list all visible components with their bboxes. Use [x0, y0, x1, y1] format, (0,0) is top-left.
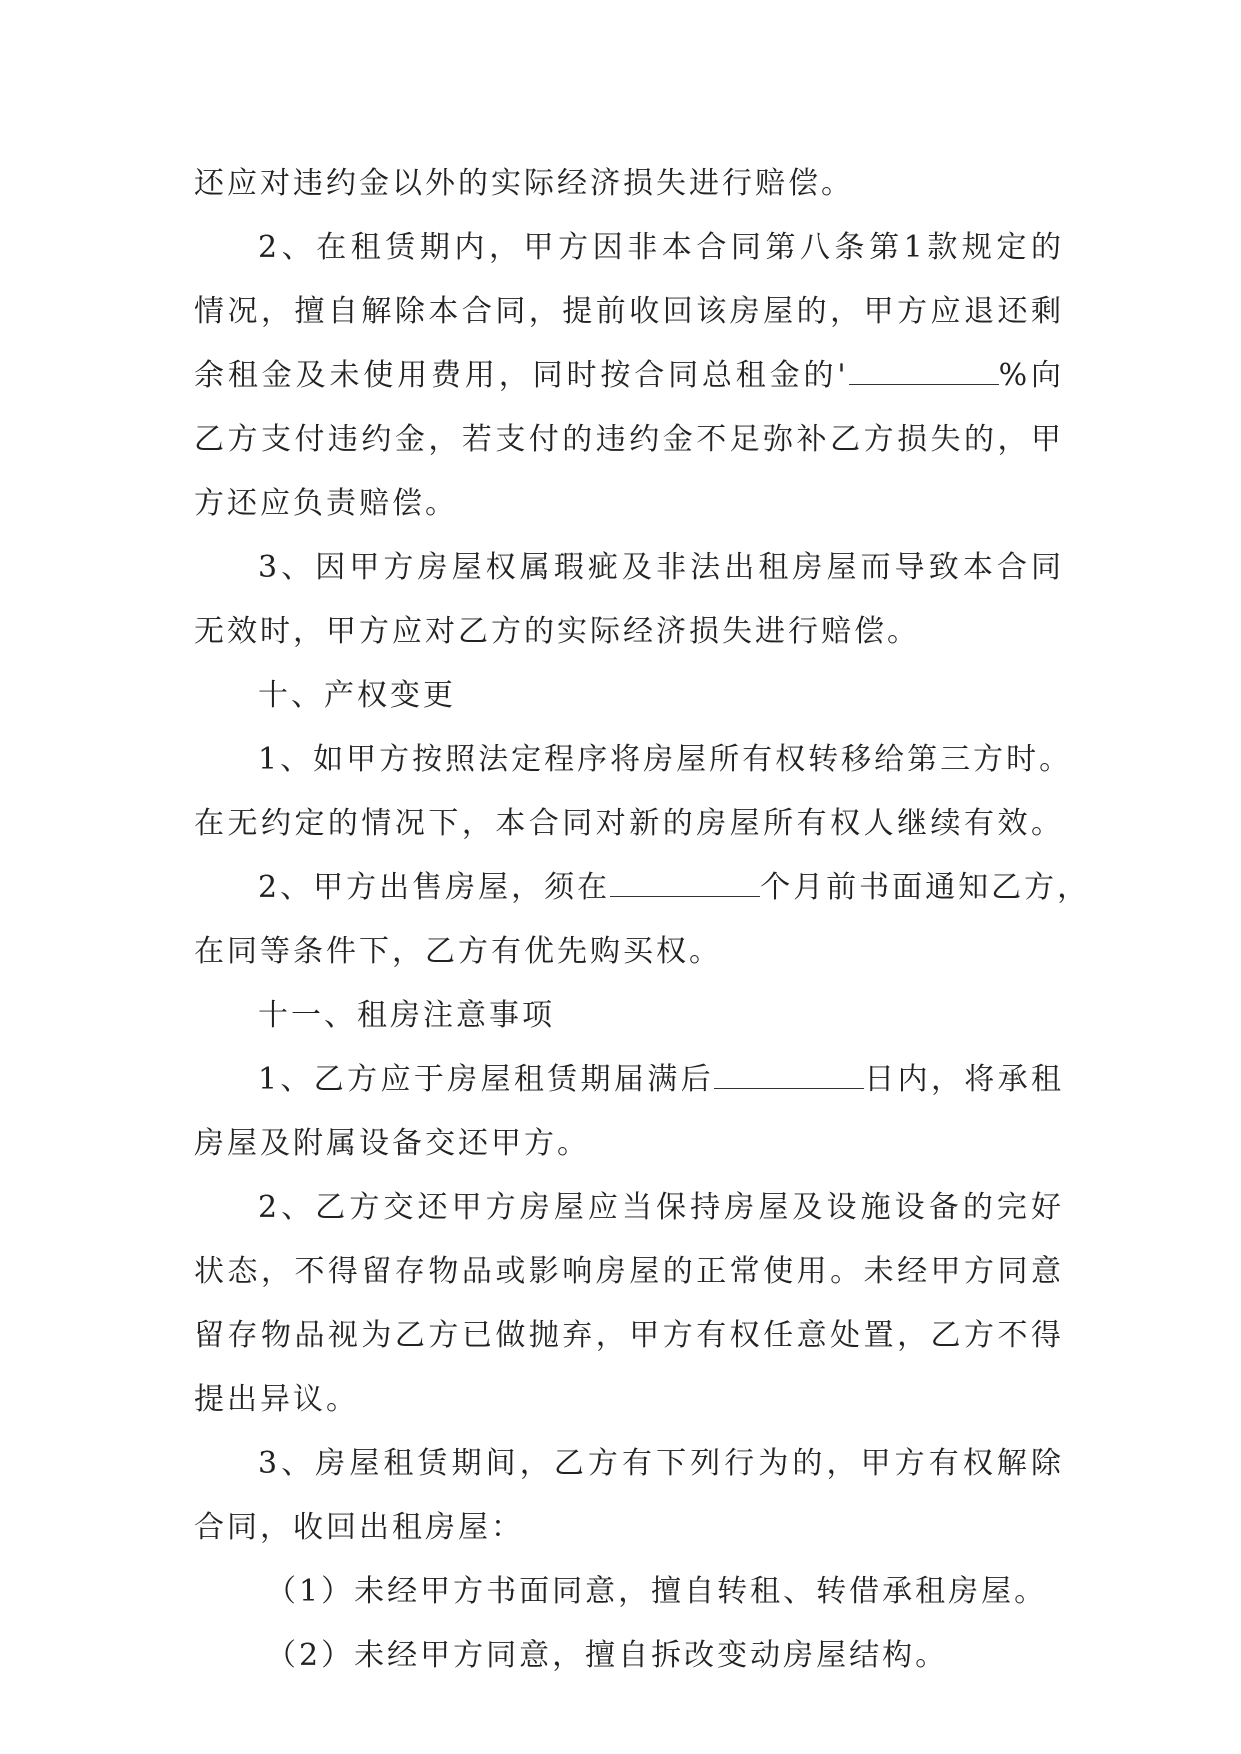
line-text: 在同等条件下，乙方有优先购买权。	[194, 934, 722, 969]
line-text: 情况，擅自解除本合同，提前收回该房屋的，甲方应退还剩	[194, 294, 1064, 329]
paragraph-line	[194, 600, 1064, 664]
line-text-before-blank: 2、甲方出售房屋，须在	[258, 870, 611, 905]
fill-in-blank	[714, 1068, 864, 1089]
line-text: 状态，不得留存物品或影响房屋的正常使用。未经甲方同意	[194, 1254, 1064, 1289]
paragraph-line	[194, 280, 1064, 344]
paragraph-line	[194, 1496, 1064, 1560]
line-text: 十、产权变更	[258, 678, 456, 713]
paragraph-line	[194, 1240, 1064, 1304]
document-body	[194, 152, 1091, 1688]
paragraph-line	[194, 408, 1064, 472]
line-text: 乙方支付违约金，若支付的违约金不足弥补乙方损失的，甲	[194, 422, 1064, 457]
line-text: 房屋及附属设备交还甲方。	[194, 1126, 590, 1161]
line-text: 留存物品视为乙方已做抛弃，甲方有权任意处置，乙方不得	[194, 1318, 1064, 1353]
paragraph-line	[194, 1368, 1064, 1432]
paragraph-line	[194, 728, 1073, 792]
paragraph-line	[194, 536, 1064, 600]
line-text: 3、因甲方房屋权属瑕疵及非法出租房屋而导致本合同	[258, 550, 1064, 585]
paragraph-line	[194, 472, 1064, 536]
line-text: 方还应负责赔偿。	[194, 486, 458, 521]
line-text: 还应对违约金以外的实际经济损失进行赔偿。	[194, 166, 854, 201]
line-text: 3、房屋租赁期间，乙方有下列行为的，甲方有权解除	[258, 1446, 1064, 1481]
line-text: （1）未经甲方书面同意，擅自转租、转借承租房屋。	[266, 1574, 1048, 1609]
line-text: 无效时，甲方应对乙方的实际经济损失进行赔偿。	[194, 614, 920, 649]
line-text: 提出异议。	[194, 1382, 359, 1417]
line-text: 2、乙方交还甲方房屋应当保持房屋及设施设备的完好	[258, 1190, 1064, 1225]
paragraph-line	[194, 344, 1064, 408]
paragraph-line	[194, 1624, 1064, 1688]
paragraph-line	[194, 1560, 1064, 1624]
paragraph-line	[194, 1048, 1064, 1112]
paragraph-line	[194, 856, 1091, 920]
fill-in-blank	[610, 876, 760, 897]
line-text-after-blank: 日内，将承租	[863, 1062, 1064, 1097]
paragraph-line	[194, 1304, 1064, 1368]
line-text-before-blank: 1、乙方应于房屋租赁期届满后	[258, 1062, 714, 1097]
paragraph-line	[194, 664, 1064, 728]
paragraph-line	[194, 792, 1064, 856]
line-text: 合同，收回出租房屋：	[194, 1510, 524, 1545]
line-text: 2、在租赁期内，甲方因非本合同第八条第1款规定的	[258, 230, 1064, 265]
paragraph-line	[194, 984, 1064, 1048]
line-text: 十一、租房注意事项	[258, 998, 555, 1033]
line-text: （2）未经甲方同意，擅自拆改变动房屋结构。	[266, 1638, 949, 1673]
paragraph-line	[194, 1176, 1064, 1240]
line-text-after-blank: %向	[998, 358, 1064, 393]
paragraph-line	[194, 152, 1064, 216]
fill-in-blank	[849, 364, 999, 385]
paragraph-line	[194, 1112, 1064, 1176]
paragraph-line	[194, 1432, 1064, 1496]
line-text: 在无约定的情况下，本合同对新的房屋所有权人继续有效。	[194, 806, 1064, 841]
line-text: 1、如甲方按照法定程序将房屋所有权转移给第三方时。	[258, 742, 1073, 777]
line-text-before-blank: 余租金及未使用费用，同时按合同总租金的'	[194, 358, 849, 393]
paragraph-line	[194, 920, 1064, 984]
paragraph-line	[194, 216, 1064, 280]
line-text-after-blank: 个月前书面通知乙方，	[760, 870, 1091, 905]
